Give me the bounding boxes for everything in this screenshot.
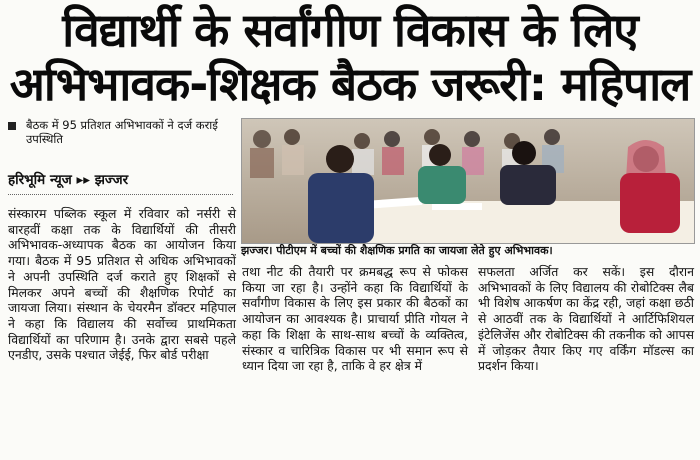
news-photo	[241, 118, 695, 244]
headline-line-1: विद्यार्थी के सर्वांगीण विकास के लिए	[62, 3, 638, 57]
article-column-1	[8, 206, 236, 363]
article-paragraph: तथा नीट की तैयारी पर क्रमबद्ध रूप से फोकस किया जा रहा है। उन्होंने कहा कि विद्यार्थियों के सर्वांगीण विकास के लिए इस प्रकार की बैठकों का आयोजन का आवश्यक है। प्राचार्या प्रीति गोयल ने कहा कि शिक्षा के साथ-साथ बच्चों के व्यक्तित्व, संस्कार व चारित्रिक विकास पर भी समान रूप से ध्यान दिया जा रहा है, ताकि वे हर क्षेत्र में	[242, 264, 468, 374]
article-column-2	[242, 264, 468, 374]
highlight-text: बैठक में 95 प्रतिशत अभिभावकों ने दर्ज कराई उपस्थिति	[26, 118, 218, 146]
highlight-point	[8, 118, 233, 146]
square-bullet-icon	[8, 122, 16, 130]
article-column-3	[478, 264, 694, 374]
photo-caption: झज्जर। पीटीएम में बच्चों की शैक्षणिक प्रगति का जायजा लेते हुए अभिभावक।	[241, 244, 553, 257]
article-paragraph: सफलता अर्जित कर सकें। इस दौरान अभिभावकों के लिए विद्यालय की रोबोटिक्स लैब भी विशेष आकर्षण का केंद्र रही, जहां कक्षा छठी से आठवीं तक के विद्यार्थियों ने आर्टिफिशियल इंटेलिजेंस और रोबोटिक्स की तकनीक को आपस में जोड़कर तैयार किए गए वर्किंग मॉडल्स का प्रदर्शन किया।	[478, 264, 694, 374]
article-paragraph: संस्कारम पब्लिक स्कूल में रविवार को नर्सरी से बारहवीं कक्षा तक के विद्यार्थियों की तीसरी अभिभावक-अध्यापक बैठक का आयोजन किया गया। बैठक में 95 प्रतिशत से अधिक अभिभावकों ने अपनी उपस्थिति दर्ज कराते हुए शिक्षकों से मिलकर अपने बच्चों की शैक्षणिक रिपोर्ट का जायजा लिया। संस्थान के चेयरमैन डॉक्टर महिपाल ने कहा कि विद्यालय की सर्वोच्च प्राथमिकता विद्यार्थियों का परिणाम है। उनके द्वारा सबसे पहले एनडीए, उसके पश्चात जेईई, फिर बोर्ड परीक्षा	[8, 206, 236, 363]
photo-illustration	[242, 119, 694, 243]
byline: हरिभूमि न्यूज ▸▸ झज्जर	[8, 170, 233, 195]
headline-line-2: अभिभावक-शिक्षक बैठक जरूरी: महिपाल	[9, 57, 691, 111]
